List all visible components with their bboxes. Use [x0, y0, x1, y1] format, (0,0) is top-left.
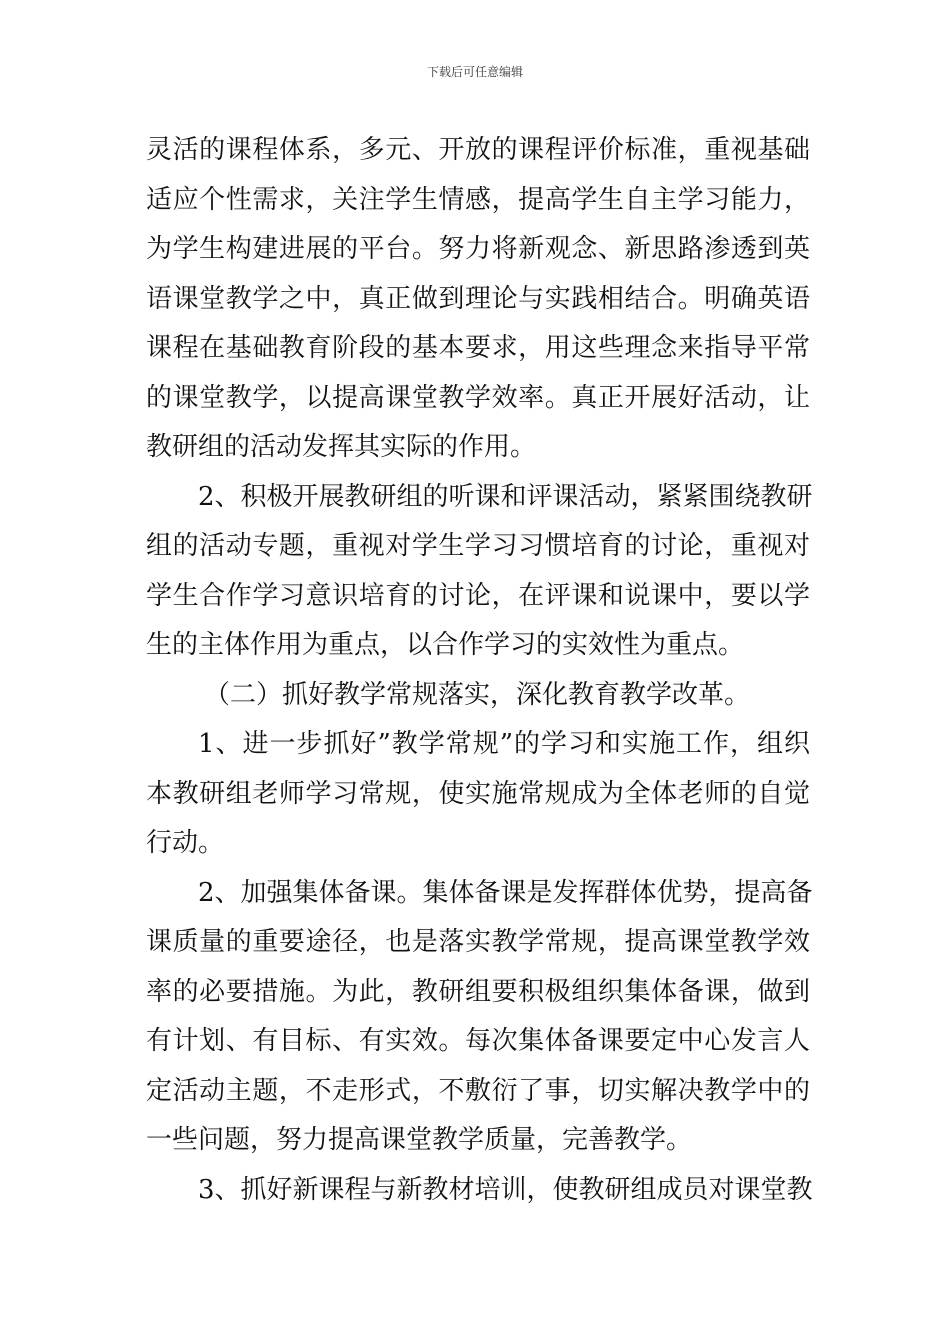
- text-line: 定活动主题，不走形式，不敷衍了事，切实解决教学中的: [146, 1075, 810, 1106]
- text-line: 适应个性需求，关注学生情感，提高学生自主学习能力，: [146, 184, 810, 215]
- text-line: 灵活的课程体系，多元、开放的课程评价标准，重视基础: [146, 135, 810, 165]
- body-text: [146, 126, 813, 1215]
- text-line: 一些问题，努力提高课堂教学质量，完善教学。: [146, 1125, 693, 1155]
- text-line: 课程在基础教育阶段的基本要求，用这些理念来指导平常: [146, 333, 810, 363]
- text-line: 为学生构建进展的平台。努力将新观念、新思路渗透到英: [146, 234, 810, 264]
- text-line: 组的活动专题，重视对学生学习习惯培育的讨论，重视对: [146, 531, 810, 561]
- text-line: 行动。: [146, 828, 225, 858]
- text-line: 课质量的重要途径，也是落实教学常规，提高课堂教学效: [146, 927, 810, 957]
- text-line: 本教研组老师学习常规，使实施常规成为全体老师的自觉: [146, 778, 810, 809]
- paragraph-start-line: 2、积极开展教研组的听课和评课活动，紧紧围绕教研: [198, 481, 813, 512]
- text-line: 的课堂教学，以提高课堂教学效率。真正开展好活动，让: [146, 382, 810, 413]
- text-line: 有计划、有目标、有实效。每次集体备课要定中心发言人: [146, 1026, 810, 1056]
- text-line: 学生合作学习意识培育的讨论，在评课和说课中，要以学: [146, 580, 810, 611]
- text-line: 语课堂教学之中，真正做到理论与实践相结合。明确英语: [146, 283, 810, 314]
- page-header: 下载后可任意编辑: [426, 65, 523, 79]
- text-line: 教研组的活动发挥其实际的作用。: [146, 432, 537, 462]
- paragraph-start-line: 3、抓好新课程与新教材培训，使教研组成员对课堂教: [198, 1174, 813, 1205]
- paragraph-start-line: 1、进一步抓好”教学常规”的学习和实施工作，组织: [198, 729, 810, 759]
- text-line: 生的主体作用为重点，以合作学习的实效性为重点。: [146, 630, 745, 660]
- section-heading: （二）抓好教学常规落实，深化教育教学改革。: [204, 679, 751, 710]
- text-line: 率的必要措施。为此，教研组要积极组织集体备课，做到: [146, 976, 810, 1007]
- paragraph-start-line: 2、加强集体备课。集体备课是发挥群体优势，提高备: [198, 877, 813, 908]
